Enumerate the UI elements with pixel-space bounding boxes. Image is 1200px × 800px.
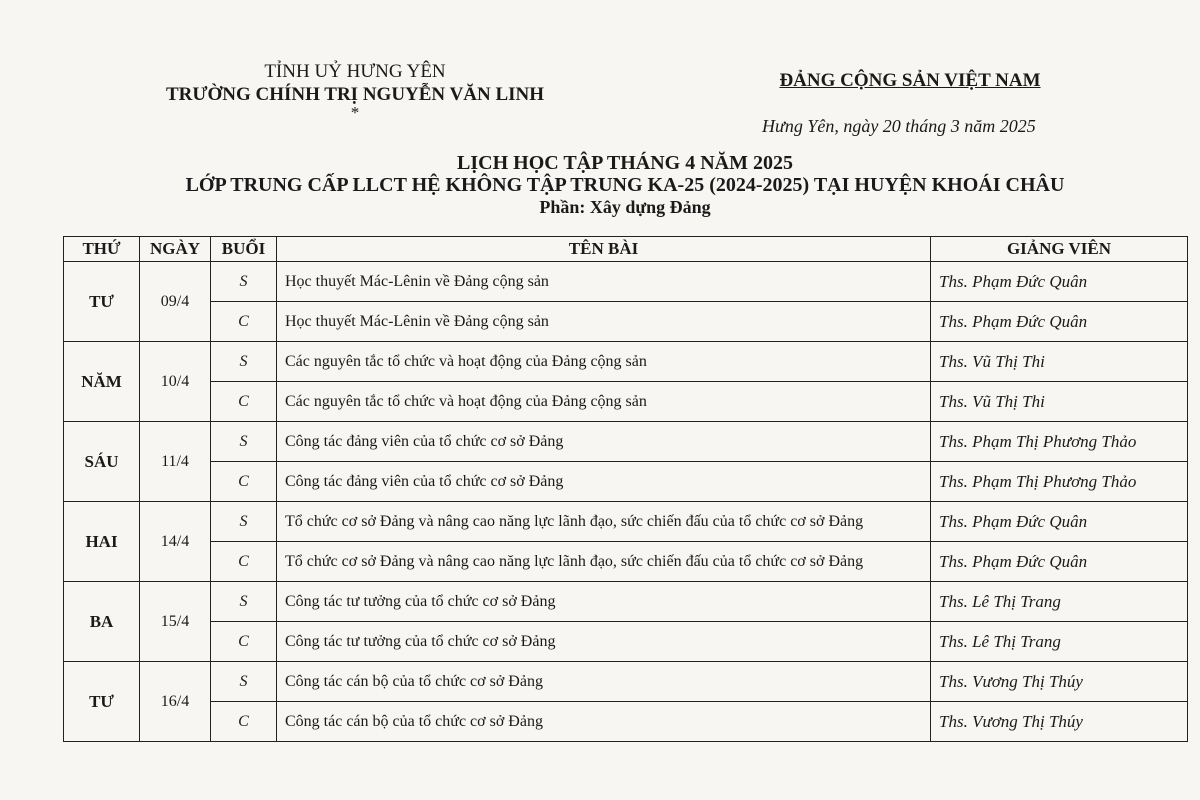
document-part: Phần: Xây dựng Đảng (539, 197, 711, 217)
document-title: LỊCH HỌC TẬP THÁNG 4 NĂM 2025 (457, 152, 793, 174)
day-cell: TƯ (64, 662, 140, 742)
header-ten-bai: TÊN BÀI (277, 237, 931, 262)
date-cell: 09/4 (140, 262, 211, 342)
day-cell: HAI (64, 502, 140, 582)
lesson-cell: Học thuyết Mác-Lênin về Đảng cộng sản (277, 262, 931, 302)
lecturer-cell: Ths. Vũ Thị Thi (931, 342, 1188, 382)
agency-name: TỈNH UỶ HƯNG YÊN (264, 61, 446, 82)
lecturer-cell: Ths. Phạm Đức Quân (931, 542, 1188, 582)
lecturer-cell: Ths. Vương Thị Thúy (931, 662, 1188, 702)
table-row (64, 462, 1188, 502)
day-cell: TƯ (64, 262, 140, 342)
lesson-cell: Công tác tư tưởng của tổ chức cơ sở Đảng (277, 582, 931, 622)
session-cell: S (211, 582, 277, 622)
document-date: Hưng Yên, ngày 20 tháng 3 năm 2025 (762, 116, 1036, 136)
lecturer-cell: Ths. Phạm Thị Phương Thảo (931, 462, 1188, 502)
table-row (64, 502, 1188, 542)
table-row (64, 702, 1188, 742)
session-cell: C (211, 702, 277, 742)
table-row (64, 542, 1188, 582)
session-cell: S (211, 262, 277, 302)
lecturer-cell: Ths. Vương Thị Thúy (931, 702, 1188, 742)
lesson-cell: Công tác đảng viên của tổ chức cơ sở Đảng (277, 422, 931, 462)
table-row (64, 302, 1188, 342)
lecturer-cell: Ths. Phạm Đức Quân (931, 262, 1188, 302)
lesson-cell: Công tác tư tưởng của tổ chức cơ sở Đảng (277, 622, 931, 662)
lecturer-cell: Ths. Phạm Đức Quân (931, 502, 1188, 542)
session-cell: C (211, 462, 277, 502)
lesson-cell: Công tác cán bộ của tổ chức cơ sở Đảng (277, 662, 931, 702)
date-cell: 15/4 (140, 582, 211, 662)
lesson-cell: Công tác đảng viên của tổ chức cơ sở Đảng (277, 462, 931, 502)
date-cell: 14/4 (140, 502, 211, 582)
day-cell: SÁU (64, 422, 140, 502)
table-row (64, 422, 1188, 462)
header-thu: THỨ (64, 237, 140, 262)
party-block (760, 68, 1060, 94)
schedule-table (63, 236, 1188, 742)
lesson-cell: Tổ chức cơ sở Đảng và nâng cao năng lực lãnh đạo, sức chiến đấu của tổ chức cơ sở Đảng (277, 502, 931, 542)
schedule-body (64, 262, 1188, 742)
table-row (64, 582, 1188, 622)
table-header-row (64, 237, 1188, 262)
session-cell: C (211, 542, 277, 582)
star-mark: * (350, 103, 360, 122)
lesson-cell: Tổ chức cơ sở Đảng và nâng cao năng lực lãnh đạo, sức chiến đấu của tổ chức cơ sở Đảng (277, 542, 931, 582)
document-subtitle: LỚP TRUNG CẤP LLCT HỆ KHÔNG TẬP TRUNG KA-25 (2024-2025) TẠI HUYỆN KHOÁI CHÂU (185, 174, 1065, 196)
header-buoi: BUỔI (211, 237, 277, 262)
document-title-block (60, 152, 1190, 218)
day-cell: BA (64, 582, 140, 662)
table-row (64, 342, 1188, 382)
session-cell: S (211, 502, 277, 542)
session-cell: S (211, 422, 277, 462)
date-cell: 10/4 (140, 342, 211, 422)
table-row (64, 382, 1188, 422)
session-cell: C (211, 382, 277, 422)
lecturer-cell: Ths. Vũ Thị Thi (931, 382, 1188, 422)
lesson-cell: Công tác cán bộ của tổ chức cơ sở Đảng (277, 702, 931, 742)
table-row (64, 262, 1188, 302)
school-name: TRƯỜNG CHÍNH TRỊ NGUYỄN VĂN LINH (165, 84, 545, 105)
date-cell: 16/4 (140, 662, 211, 742)
party-name: ĐẢNG CỘNG SẢN VIỆT NAM (779, 70, 1041, 91)
table-row (64, 662, 1188, 702)
issuing-agency-block (135, 60, 575, 120)
lecturer-cell: Ths. Lê Thị Trang (931, 622, 1188, 662)
lecturer-cell: Ths. Phạm Đức Quân (931, 302, 1188, 342)
session-cell: S (211, 662, 277, 702)
session-cell: C (211, 302, 277, 342)
day-cell: NĂM (64, 342, 140, 422)
lesson-cell: Các nguyên tắc tổ chức và hoạt động của Đảng cộng sản (277, 342, 931, 382)
lecturer-cell: Ths. Phạm Thị Phương Thảo (931, 422, 1188, 462)
header-giang-vien: GIẢNG VIÊN (931, 237, 1188, 262)
lesson-cell: Các nguyên tắc tổ chức và hoạt động của Đảng cộng sản (277, 382, 931, 422)
lecturer-cell: Ths. Lê Thị Trang (931, 582, 1188, 622)
lesson-cell: Học thuyết Mác-Lênin về Đảng cộng sản (277, 302, 931, 342)
session-cell: C (211, 622, 277, 662)
table-row (64, 622, 1188, 662)
session-cell: S (211, 342, 277, 382)
date-cell: 11/4 (140, 422, 211, 502)
header-ngay: NGÀY (140, 237, 211, 262)
